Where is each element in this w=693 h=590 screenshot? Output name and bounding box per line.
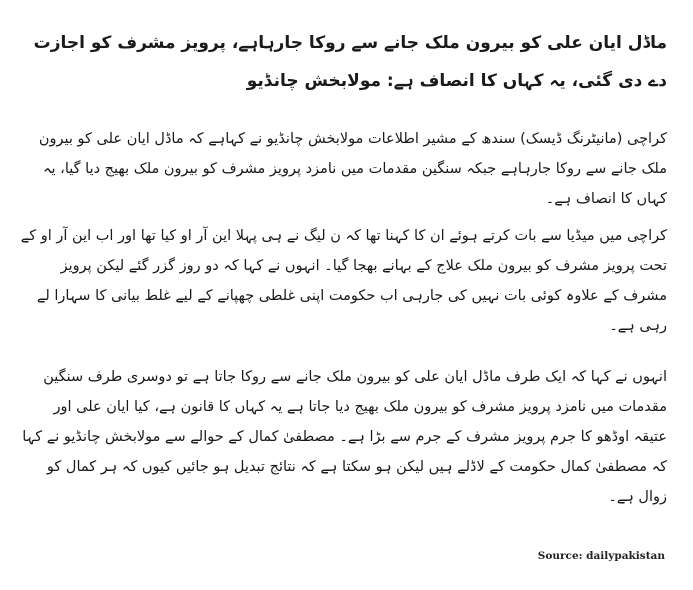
article-paragraph-2: کراچی میں میڈیا سے بات کرتے ہوئے ان کا کہنا تھا کہ ن لیگ نے ہی پہلا این آر او کیا تھا اور اب این آر او کے تحت پرویز مشرف کو بیرون ملک علاج کے بہانے بھجا گیا۔ انہوں نے کہا کہ دو روز گزر گئے لیکن پرویز مشرف کے علاوہ کوئی بات نہیں کی جارہی اب حکومت اپنی غلطی چھپانے کے لیے غلط بیانی کا سہارا لے رہی ہے۔ [20,228,667,334]
article-headline: ماڈل ایان علی کو بیرون ملک جانے سے روکا جارہاہے، پرویز مشرف کو اجازت دے دی گئی، یہ کہاں کا انصاف ہے: مولابخش چانڈیو [33,33,667,91]
source-credit: Source: dailypakistan [537,550,665,562]
article-paragraph-1: کراچی (مانیٹرنگ ڈیسک) سندھ کے مشیر اطلاعات مولابخش چانڈیو نے کہاہے کہ ماڈل ایان علی کو بیرون ملک جانے سے روکا جارہاہے جبکہ سنگین مقدمات میں نامزد پرویز مشرف کو بیرون ملک بھیج دیا گیا، یہ کہاں کا انصاف ہے۔ [38,131,667,207]
article-paragraph-3: انہوں نے کہا کہ ایک طرف ماڈل ایان علی کو بیرون ملک جانے سے روکا جاتا ہے تو دوسری طرف سنگین مقدمات میں نامزد پرویز مشرف کو بیرون ملک بھیج دیا جاتا ہے یہ کہاں کا قانون ہے، کیا ایان علی اور عتیقہ اوڈھو کا جرم پرویز مشرف کے جرم سے بڑا ہے۔ مصطفیٰ کمال کے حوالے سے مولابخش چانڈیو نے کہا کہ مصطفیٰ کمال حکومت کے لاڈلے ہیں لیکن ہو سکتا ہے کہ نتائج تبدیل ہو جائیں کیوں کہ ہر کمال کو زوال ہے۔ [22,369,667,505]
